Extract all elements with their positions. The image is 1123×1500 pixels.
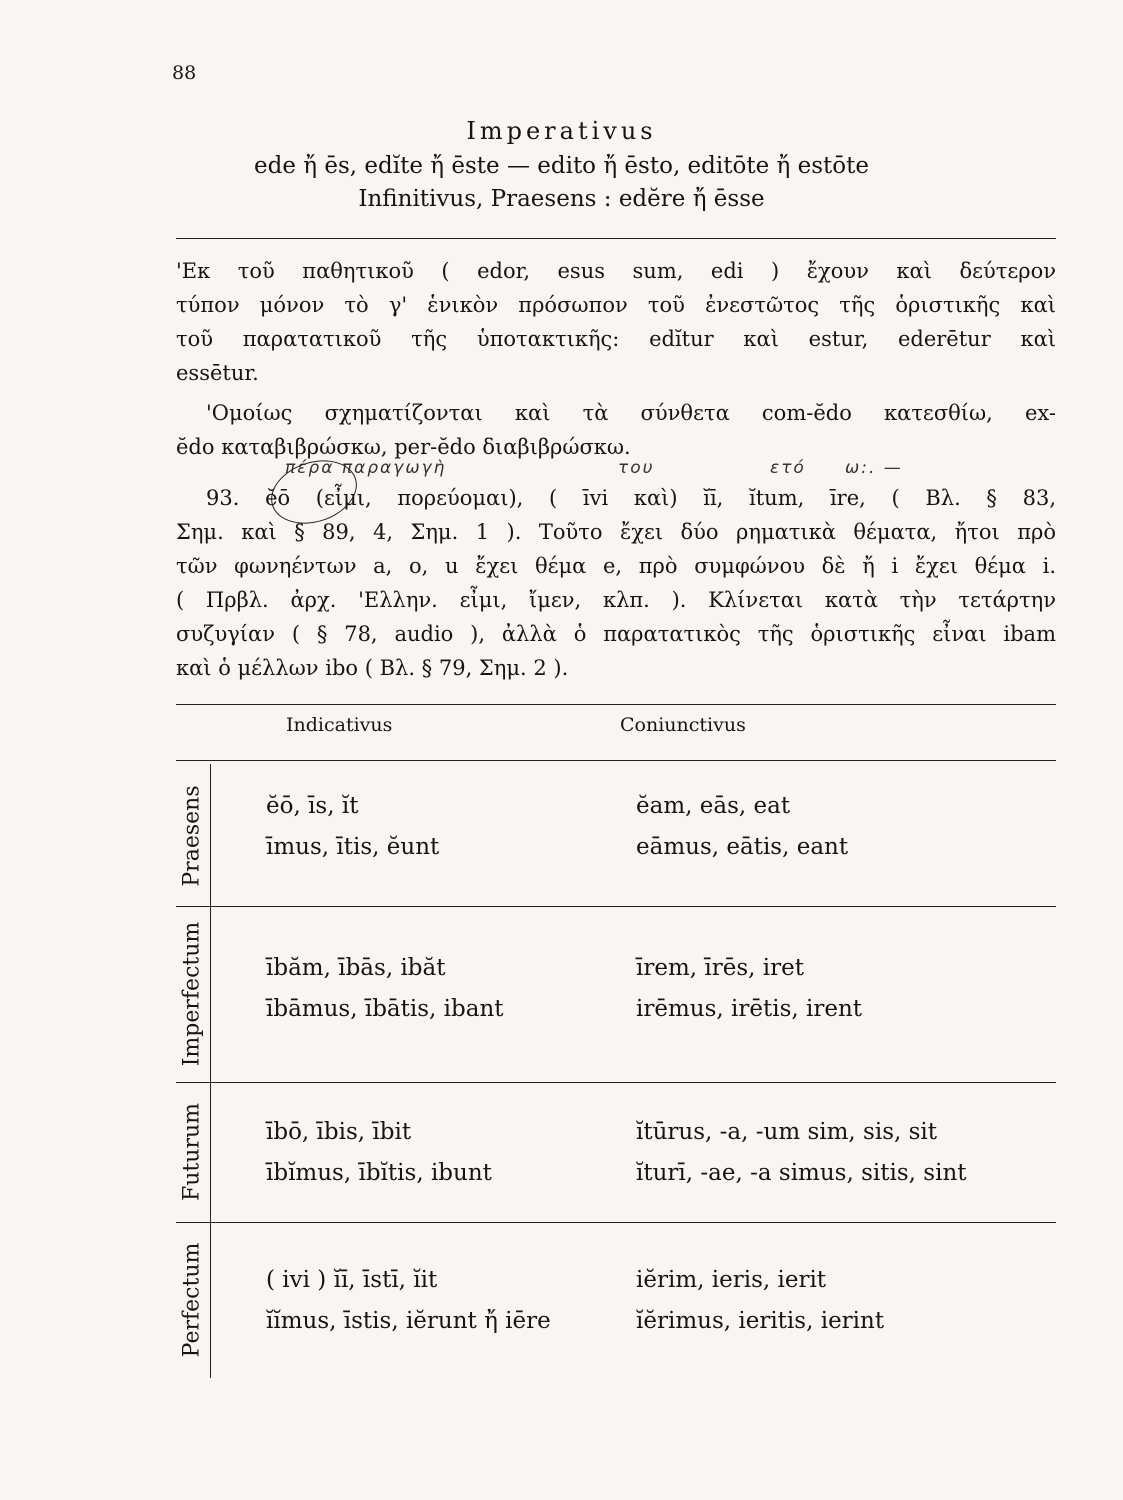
page-number: 88 — [172, 62, 197, 84]
indicative-forms: ībĭmus, ībĭtis, ibunt — [266, 1160, 492, 1186]
tense-label: Futurum — [179, 1103, 205, 1201]
indicative-forms: ībāmus, ībātis, ibant — [266, 996, 504, 1022]
text-line: 'Εκ τοῦ παθητικοῦ ( edor, esus sum, edi ) ἔχουν καὶ δεύτερον — [176, 259, 1056, 283]
indicative-forms: ( ivi ) ĭī, īstī, ĭit — [266, 1267, 438, 1293]
handwritten-note-part: του — [618, 458, 655, 478]
text-line: τοῦ παρατατικοῦ τῆς ὑποτακτικῆς: edĭtur καὶ estur, ederētur καὶ — [176, 327, 1056, 351]
handwritten-note — [285, 458, 985, 478]
indicative-forms: ībăm, ībās, ibăt — [266, 955, 446, 981]
subjunctive-forms: ĭtūrus, -a, -um sim, sis, sit — [636, 1119, 938, 1145]
tense-divider — [176, 1082, 1056, 1083]
paragraph-compounds — [176, 396, 1056, 464]
paragraph-passive — [176, 254, 1056, 390]
tense-label: Praesens — [179, 785, 205, 887]
text-line: ĕdo καταβιβρώσκω, per-ĕdo διαβιβρώσκω. — [176, 435, 631, 459]
header-coniunctivus: Coniunctivus — [620, 714, 746, 736]
text-line: καὶ ὁ μέλλων ibo ( Βλ. § 79, Σημ. 2 ). — [176, 656, 569, 680]
table-top-rule — [176, 704, 1056, 705]
header-indicativus: Indicativus — [286, 714, 393, 736]
handwritten-note-part: πέρα παραγωγὴ — [285, 458, 447, 478]
text-line: 93. ĕō (εἶμι, πορεύομαι), ( īvi καὶ) ĭī, ĭtum, īre, ( Βλ. § 83, — [206, 486, 1056, 510]
imperativus-title: Imperativus — [466, 117, 657, 145]
imperativus-forms: ede ἤ ēs, edĭte ἤ ēste — edito ἤ ēsto, editōte ἤ estōte — [254, 153, 869, 179]
section-divider — [176, 238, 1056, 239]
handwritten-note-part: ω:. — — [845, 458, 903, 478]
paragraph-93 — [176, 481, 1056, 685]
tense-label: Perfectum — [179, 1242, 205, 1358]
subjunctive-forms: ĭĕrimus, ieritis, ierint — [636, 1308, 885, 1334]
subjunctive-forms: iĕrim, ieris, ierit — [636, 1267, 827, 1293]
text-line: ( Πρβλ. ἀρχ. 'Ελλην. εἶμι, ἴμεν, κλπ. ). Κλίνεται κατὰ τὴν τετάρτην — [176, 588, 1056, 612]
indicative-forms: ībō, ībis, ībit — [266, 1119, 412, 1145]
table-vertical-rule — [210, 764, 211, 1378]
subjunctive-forms: īrem, īrēs, iret — [636, 955, 804, 981]
tense-label: Imperfectum — [179, 921, 205, 1067]
text-line: συζυγίαν ( § 78, audio ), ἀλλὰ ὁ παρατατικὸς τῆς ὁριστικῆς εἶναι ibam — [176, 622, 1056, 646]
conjugation-table — [176, 700, 1056, 1380]
text-line: τύπον μόνον τὸ γ' ἑνικὸν πρόσωπον τοῦ ἐνεστῶτος τῆς ὁριστικῆς καὶ — [176, 293, 1056, 317]
text-line: essētur. — [176, 361, 259, 385]
tense-divider — [176, 1222, 1056, 1223]
text-line: Σημ. καὶ § 89, 4, Σημ. 1 ). Τοῦτο ἔχει δύο ρηματικὰ θέματα, ἤτοι πρὸ — [176, 520, 1056, 544]
indicative-forms: ĭĭmus, īstis, iĕrunt ἤ iēre — [266, 1308, 551, 1334]
text-line: 'Ομοίως σχηματίζονται καὶ τὰ σύνθετα com-ĕdo κατεσθίω, ex- — [206, 401, 1056, 425]
infinitivus-line: Infinitivus, Praesens : edĕre ἤ ēsse — [358, 186, 765, 212]
text-line: τῶν φωνηέντων a, o, u ἔχει θέμα e, πρὸ συμφώνου δὲ ἤ i ἔχει θέμα i. — [176, 554, 1056, 578]
subjunctive-forms: irēmus, irētis, irent — [636, 996, 863, 1022]
table-header-rule — [176, 760, 1056, 761]
subjunctive-forms: ĭturī, -ae, -a simus, sitis, sint — [636, 1160, 967, 1186]
subjunctive-forms: ĕam, eās, eat — [636, 793, 791, 819]
handwritten-note-part: ετό — [770, 458, 806, 478]
subjunctive-forms: eāmus, eātis, eant — [636, 834, 849, 860]
indicative-forms: īmus, ītis, ĕunt — [266, 834, 440, 860]
tense-divider — [176, 906, 1056, 907]
indicative-forms: ĕō, īs, ĭt — [266, 793, 359, 819]
